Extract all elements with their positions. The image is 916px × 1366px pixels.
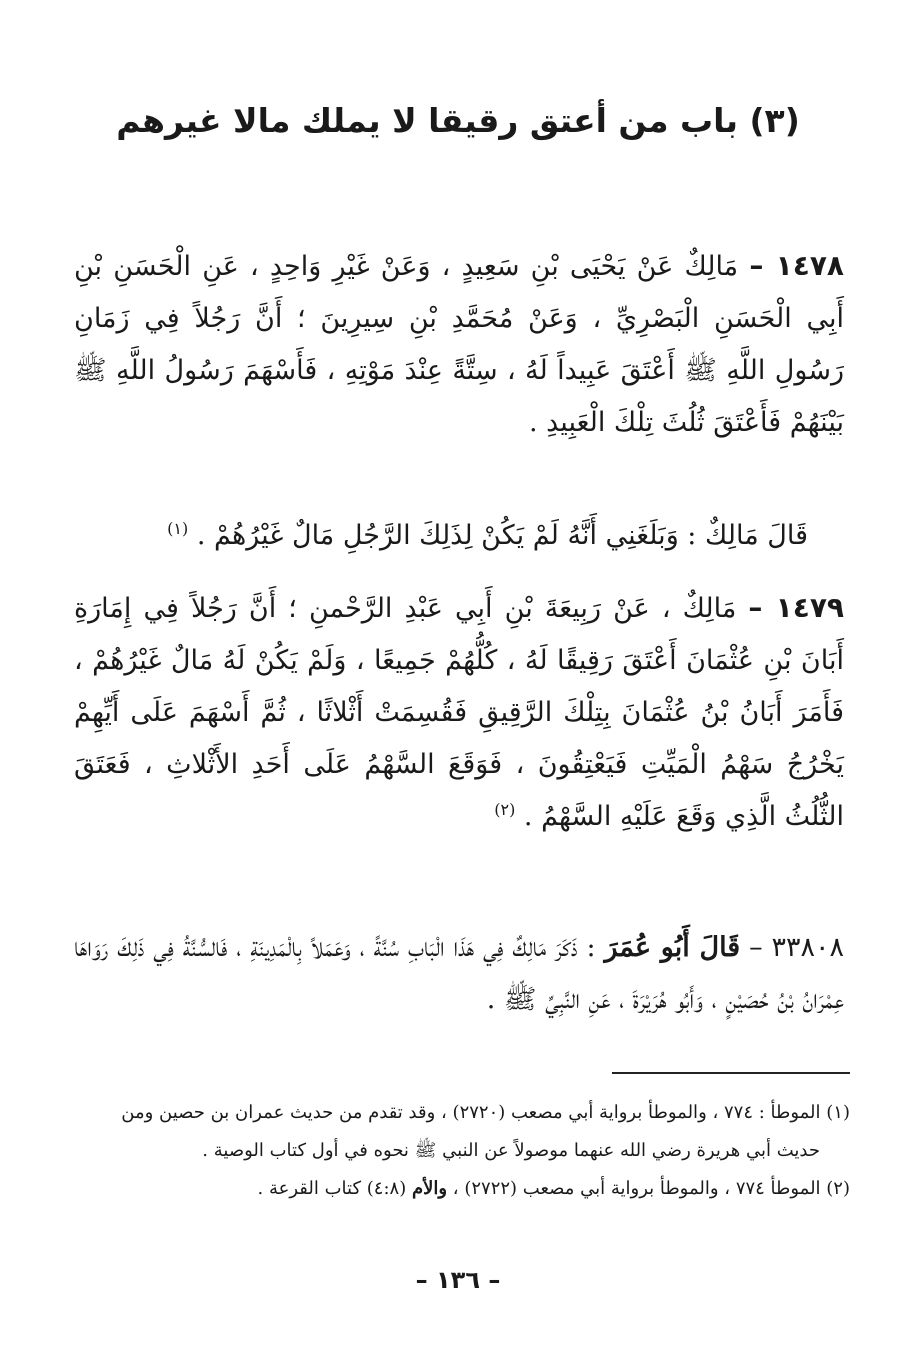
hadith-number: ١٤٧٨ – bbox=[749, 249, 844, 282]
footnote-divider bbox=[612, 1072, 850, 1074]
page-number: – ١٣٦ – bbox=[415, 1266, 501, 1294]
commentary-speaker: قَالَ أَبُو عُمَرَ bbox=[604, 932, 741, 963]
commentary-number: ٣٣٨٠٨ – bbox=[749, 932, 844, 963]
commentary-33808 bbox=[74, 922, 844, 1026]
footnote-1-line-1: (١) الموطأ : ٧٧٤ ، والموطأ برواية أبي مصعب (٢٧٢٠) ، وقد تقدم من حديث عمران بن حصين ومن bbox=[121, 1102, 850, 1123]
footnote-ref-1[interactable]: (١) bbox=[167, 519, 189, 538]
footnote-ref-2[interactable]: (٢) bbox=[494, 800, 516, 819]
hadith-1479 bbox=[74, 582, 844, 843]
chapter-title: (٣) باب من أعتق رقيقا لا يملك مالا غيرهم bbox=[116, 101, 800, 140]
malik-note-text: قَالَ مَالِكٌ : وَبَلَغَنِي أَنَّهُ لَمْ يَكُنْ لِذَلِكَ الرَّجُلِ مَالٌ غَيْرُهُمْ . bbox=[196, 520, 808, 551]
footnote-1-line-2: حديث أبي هريرة رضي الله عنهما موصولاً عن النبي ﷺ نحوه في أول كتاب الوصية . bbox=[202, 1140, 820, 1161]
hadith-text: مَالِكٌ ، عَنْ رَبِيعَةَ بْنِ أَبِي عَبْدِ الرَّحْمنِ ؛ أَنَّ رَجُلاً فِي إِمَارَةِ أَبَانَ بْنِ عُثْمَانَ أَعْتَقَ رَقِيقًا لَهُ ، كُلُّهُمْ جَمِيعًا ، وَلَمْ يَكُنْ لَهُ مَالٌ غَيْرُهُمْ ، فَأَمَرَ أَبَانُ بْنُ عُثْمَانَ بِتِلْكَ الرَّقِيقِ فَقُسِمَتْ أَثْلاثًا ، ثُمَّ أَسْهَمَ عَلَى أَيِّهِمْ يَخْرُجُ سَهْمُ الْمَيِّتِ فَيَعْتِقُونَ ، فَوَقَعَ السَّهْمُ عَلَى أَحَدِ الأَثْلاثِ ، فَعَتَقَ الثُّلُثُ الَّذِي وَقَعَ عَلَيْهِ السَّهْمُ . bbox=[74, 593, 844, 832]
hadith-text: مَالِكٌ عَنْ يَحْيَى بْنِ سَعِيدٍ ، وَعَنْ غَيْرِ وَاحِدٍ ، عَنِ الْحَسَنِ بْنِ أَبِي الْحَسَنِ الْبَصْرِيِّ ، وَعَنْ مُحَمَّدِ بْنِ سِيرِينَ ؛ أَنَّ رَجُلاً فِي زَمَانِ رَسُولِ اللَّهِ ﷺ أَعْتَقَ عَبِيداً لَهُ ، سِتَّةً عِنْدَ مَوْتِهِ ، فَأَسْهَمَ رَسُولُ اللَّهِ ﷺ بَيْنَهُمْ فَأَعْتَقَ ثُلُثَ تِلْكَ الْعَبِيدِ . bbox=[74, 251, 844, 438]
hadith-number: ١٤٧٩ – bbox=[748, 591, 844, 624]
hadith-1478-note bbox=[74, 510, 844, 562]
footnote-2-bold: والأم bbox=[411, 1178, 448, 1199]
footnote-2-part-1: (٢) الموطأ ٧٧٤ ، والموطأ برواية أبي مصعب (٢٧٢٢) ، bbox=[452, 1178, 850, 1199]
footnote-2 bbox=[80, 1170, 850, 1208]
footnotes bbox=[80, 1094, 850, 1208]
commentary-text: : ذَكَرَ مَالِكٌ فِي هَذَا الْبَابِ سُنَّةً ، وَعَمَلاً بِالْمَدِينَةِ ، فَالسُّنَّةُ فِي ذَلِكَ رَوَاهَا عِمْرَانُ بْنُ حُصَيْنٍ ، وَأَبُو هُرَيْرَةَ ، عَنِ النَّبِيِّ ﷺ . bbox=[74, 932, 844, 1015]
hadith-1478 bbox=[74, 240, 844, 449]
footnote-2-part-2: (٤:٨) كتاب القرعة . bbox=[257, 1178, 407, 1199]
